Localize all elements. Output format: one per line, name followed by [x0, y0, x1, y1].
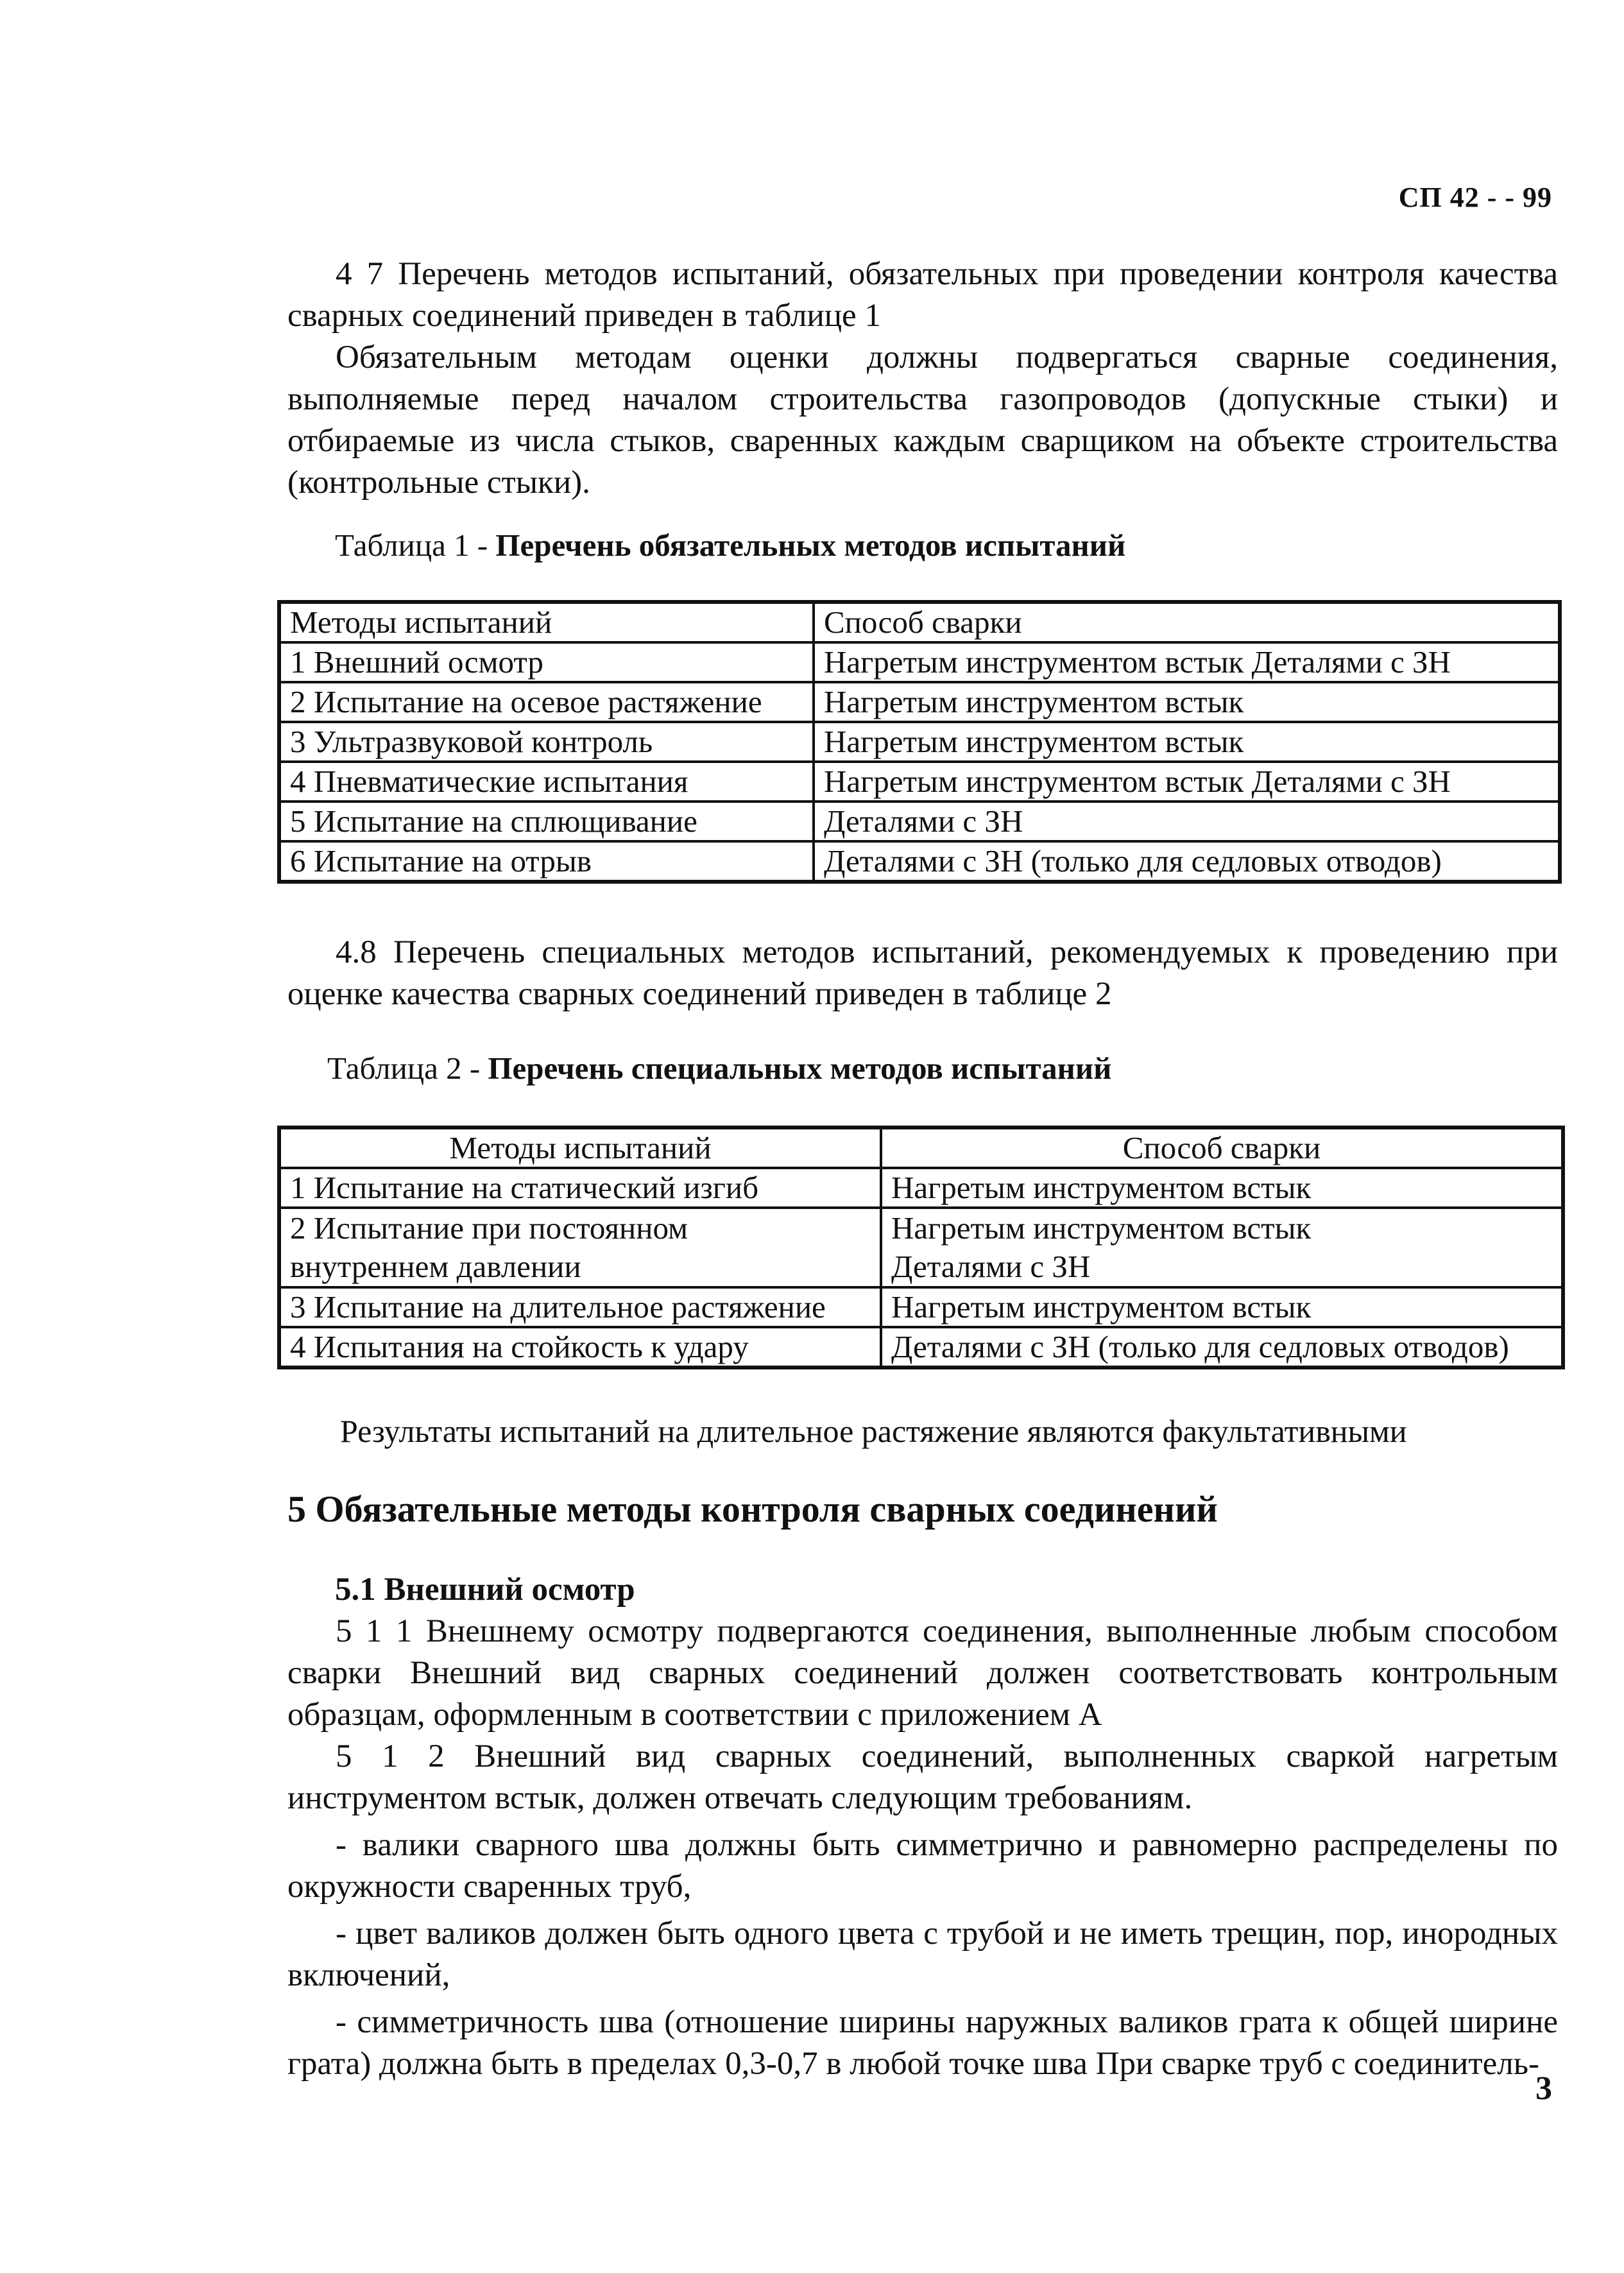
table2-cell-welding-line1: Нагретым инструментом встык [891, 1210, 1312, 1246]
table1-cell-welding: Нагретым инструментом встык Деталями с ЗН [814, 642, 1560, 682]
table-row [279, 841, 1560, 882]
table2-caption-title: Перечень специальных методов испытаний [488, 1051, 1112, 1086]
paragraph-4-7-block [287, 253, 1558, 504]
bullet-rollers-symmetry: - валики сварного шва должны быть симметрично и равномерно распределены по окружности сваренных труб, [287, 1827, 1558, 1905]
page-number: 3 [1535, 2070, 1552, 2107]
table1-cell-method: 3 Ультразвуковой контроль [279, 722, 814, 762]
table-row [279, 1168, 1563, 1208]
table2-caption-prefix: Таблица 2 - [327, 1051, 488, 1086]
table2-cell-method: 4 Испытания на стойкость к удару [279, 1327, 881, 1368]
table1-cell-method: 6 Испытание на отрыв [279, 841, 814, 882]
table1-cell-welding: Нагретым инструментом встык [814, 722, 1560, 762]
note-facultative: Результаты испытаний на длительное растяжение являются факультативными [340, 1413, 1407, 1449]
table1-caption [335, 526, 1125, 565]
table1-cell-method: 5 Испытание на сплющивание [279, 802, 814, 841]
table-row [279, 802, 1560, 841]
table2-cell-welding: Нагретым инструментом встык [881, 1287, 1563, 1327]
table-row [279, 722, 1560, 762]
table1 [277, 600, 1562, 884]
paragraph-5-1-1: 5 1 1 Внешнему осмотру подвергаются соединения, выполненные любым способом сварки Внешний вид сварных соединений должен соответствовать контрольным образцам, оформленным в соответствии с приложением А [287, 1613, 1558, 1733]
table-row [279, 1208, 1563, 1287]
table1-cell-method: 4 Пневматические испытания [279, 762, 814, 802]
table1-header-row [279, 602, 1560, 642]
table1-cell-method: 2 Испытание на осевое растяжение [279, 682, 814, 722]
paragraph-5-1-2: 5 1 2 Внешний вид сварных соединений, выполненных сваркой нагретым инструментом встык, должен отвечать следующим требованиям. [287, 1738, 1558, 1816]
table-row [279, 1287, 1563, 1327]
table2-header-welding: Способ сварки [881, 1128, 1563, 1168]
bullet-rollers-color: - цвет валиков должен быть одного цвета с трубой и не иметь трещин, пор, инородных включений, [287, 1916, 1558, 1993]
table2-cell-welding-line2: Деталями с ЗН [891, 1249, 1091, 1284]
table2-header-methods: Методы испытаний [279, 1128, 881, 1168]
table-row [279, 762, 1560, 802]
table-row [279, 1327, 1563, 1368]
table1-cell-method: 1 Внешний осмотр [279, 642, 814, 682]
table1-header-methods: Методы испытаний [279, 602, 814, 642]
section-5-body [287, 1611, 1558, 2085]
section-5-1-title: 5.1 Внешний осмотр [335, 1572, 635, 1608]
table-row [279, 682, 1560, 722]
table2-cell-welding [881, 1208, 1563, 1287]
table1-cell-welding: Нагретым инструментом встык [814, 682, 1560, 722]
table2-cell-welding: Деталями с ЗН (только для седловых отводов) [881, 1327, 1563, 1368]
table1-caption-title: Перечень обязательных методов испытаний [495, 528, 1126, 563]
table2-cell-method: 1 Испытание на статический изгиб [279, 1168, 881, 1208]
document-header-code: СП 42 - - 99 [1398, 182, 1552, 213]
table1-header-welding: Способ сварки [814, 602, 1560, 642]
table1-cell-welding: Деталями с ЗН (только для седловых отводов) [814, 841, 1560, 882]
bullet-seam-symmetry: - симметричность шва (отношение ширины наружных валиков грата к общей ширине грата) должна быть в пределах 0,3-0,7 в любой точке шва При сварке труб с соединитель- [287, 2004, 1558, 2082]
section-5-title: 5 Обязательные методы контроля сварных соединений [287, 1488, 1218, 1530]
table2-cell-method-line2: внутреннем давлении [290, 1249, 581, 1284]
paragraph-4-7-mandatory: Обязательным методам оценки должны подвергаться сварные соединения, выполняемые перед началом строительства газопроводов (допускные стыки) и отбираемые из числа стыков, сваренных каждым сварщиком на объекте строительства (контрольные стыки). [287, 339, 1558, 501]
table-row [279, 642, 1560, 682]
paragraph-4-8-block [287, 932, 1558, 1015]
table2-cell-method: 3 Испытание на длительное растяжение [279, 1287, 881, 1327]
table2 [277, 1126, 1565, 1369]
table1-caption-prefix: Таблица 1 - [335, 528, 496, 563]
table2-cell-method-line1: 2 Испытание при постоянном [290, 1210, 688, 1246]
table2-caption [327, 1049, 1111, 1088]
paragraph-4-7: 4 7 Перечень методов испытаний, обязательных при проведении контроля качества сварных соединений приведен в таблице 1 [287, 256, 1558, 334]
table2-header-row [279, 1128, 1563, 1168]
paragraph-4-8: 4.8 Перечень специальных методов испытаний, рекомендуемых к проведению при оценке качества сварных соединений приведен в таблице 2 [287, 934, 1558, 1012]
table2-cell-welding: Нагретым инструментом встык [881, 1168, 1563, 1208]
table1-cell-welding: Деталями с ЗН [814, 802, 1560, 841]
table1-cell-welding: Нагретым инструментом встык Деталями с ЗН [814, 762, 1560, 802]
table2-cell-method [279, 1208, 881, 1287]
